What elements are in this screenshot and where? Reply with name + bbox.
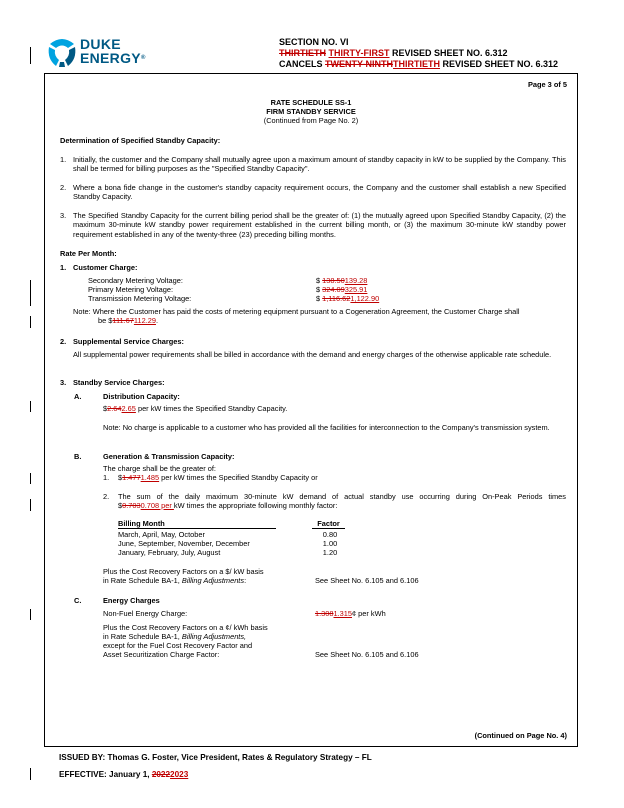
section-label: SECTION NO. VI [279,37,349,47]
revision-bar [30,401,31,412]
billing-month-row: January, February, July, August [118,548,221,557]
cancels-line: CANCELS TWENTY-NINTHTHIRTIETH REVISED SHEET NO. 6.312 [279,59,559,69]
standby-heading: Standby Service Charges: [73,378,165,387]
generation-item-num: 2. [103,492,110,501]
logo-mark-icon [46,35,78,67]
determination-item: The Specified Standby Capacity for the current billing period shall be the greater of: (1) the mutually agreed upon Specified Standby Capacity, (2) the maximum 30-minute kW standby power requirement established in the current billing month, or (3) the maximum 30-minute kW standby power requirement established in any of the twenty-three (23) preceding billing months. [73,211,566,239]
revision-bar [30,499,31,511]
rate-schedule-subtitle: FIRM STANDBY SERVICE [266,107,356,116]
revision-bar [30,768,31,780]
duke-energy-logo [46,34,156,68]
energy-cost-recovery-2: in Rate Schedule BA-1, Billing Adjustments, [103,632,247,641]
continued-on: (Continued on Page No. 4) [474,731,567,740]
logo-text-duke: DUKE [80,36,121,52]
effective-date: EFFECTIVE: January 1, 20222023 [59,770,189,779]
billing-month-row: June, September, November, December [118,539,250,548]
energy-sheet-reference: See Sheet No. 6.105 and 6.106 [315,650,419,659]
supplemental-text: All supplemental power requirements shall be billed in accordance with the demand and energy charges of the otherwise applicable rate schedule. [73,350,552,359]
cancels-new: THIRTIETH [393,59,441,69]
section-c-letter: C. [74,596,82,605]
customer-charge-heading: Customer Charge: [73,263,138,272]
standby-num: 3. [60,378,67,387]
sheet-number-line: THIRTIETH THIRTY-FIRST REVISED SHEET NO. 6.312 [279,48,508,58]
metering-label: Primary Metering Voltage: [88,285,174,294]
factor-value: 1.20 [322,548,338,557]
determination-heading: Determination of Specified Standby Capacity: [60,136,221,145]
metering-label: Secondary Metering Voltage: [88,276,183,285]
generation-intro: The charge shall be the greater of: [103,464,216,473]
revision-bar [30,280,31,306]
capacity-cost-recovery: Plus the Cost Recovery Factors on a $/ kW basis [103,567,264,576]
revision-bar [30,473,31,484]
section-a-letter: A. [74,392,82,401]
sheet-new: THIRTY-FIRST [328,48,390,58]
generation-heading: Generation & Transmission Capacity: [103,452,235,461]
determination-item-num: 1. [60,155,67,164]
supplemental-heading: Supplemental Service Charges: [73,337,184,346]
energy-cost-recovery-4: Asset Securitization Charge Factor: [103,650,220,659]
revision-bar [30,609,31,620]
distribution-heading: Distribution Capacity: [103,392,180,401]
billing-month-header: Billing Month [118,520,276,529]
metering-label: Transmission Metering Voltage: [88,294,192,303]
factor-value: 0.80 [322,530,338,539]
logo-text-energy: ENERGY® [80,50,146,66]
determination-item-num: 2. [60,183,67,192]
distribution-note: Note: No charge is applicable to a customer who has provided all the facilities for interconnection to the Company's transmission system. [103,423,550,432]
billing-month-row: March, April, May, October [118,530,205,539]
generation-item-1: $1.4771.485 per kW times the Specified Standby Capacity or [118,473,318,482]
page-number: Page 3 of 5 [527,80,567,89]
generation-item-2-cont: $0.7030.708 per kW times the appropriate following monthly factor: [118,501,338,510]
rate-heading: Rate Per Month: [60,249,117,258]
generation-item-2: The sum of the daily maximum 30-minute kW demand of actual standby use occurring during On-Peak Periods times [118,492,566,501]
rate-schedule-title: RATE SCHEDULE SS-1 [270,98,352,107]
non-fuel-label: Non-Fuel Energy Charge: [103,609,188,618]
metering-row: Primary Metering Voltage: $ 324.09325.91 [88,285,368,294]
capacity-cost-recovery-cont: in Rate Schedule BA-1, Billing Adjustments: [103,576,247,585]
supplemental-num: 2. [60,337,67,346]
capacity-sheet-reference: See Sheet No. 6.105 and 6.106 [315,576,419,585]
customer-charge-num: 1. [60,263,67,272]
continued-from: (Continued from Page No. 2) [263,116,359,125]
distribution-charge: $2.642.65 per kW times the Specified Standby Capacity. [103,404,288,413]
energy-cost-recovery: Plus the Cost Recovery Factors on a ¢/ kWh basis [103,623,268,632]
determination-item-num: 3. [60,211,67,220]
metering-row: Transmission Metering Voltage: $ 1,116.621,122.90 [88,294,380,303]
factor-header: Factor [312,520,345,529]
energy-cost-recovery-3: except for the Fuel Cost Recovery Factor and [103,641,253,650]
revision-bar [30,316,31,328]
non-fuel-value: 1.3081.315¢ per kWh [315,609,386,618]
factor-value: 1.00 [322,539,338,548]
energy-charges-heading: Energy Charges [103,596,160,605]
sheet-old: THIRTIETH [279,48,326,58]
cancels-old: TWENTY-NINTH [325,59,394,69]
generation-item-num: 1. [103,473,110,482]
metering-row: Secondary Metering Voltage: $ 138.50139.28 [88,276,368,285]
determination-item: Initially, the customer and the Company shall mutually agree upon a maximum amount of standby capacity in kW to be supplied by the Company. This shall be termed for billing purposes as the "Specified Standby Capacity". [73,155,566,174]
customer-charge-note-cont: be $111.67112.29. [98,316,159,325]
customer-charge-note: Note: Where the Customer has paid the costs of metering equipment pursuant to a Cogeneration Agreement, the Customer Charge shall [73,307,520,316]
section-b-letter: B. [74,452,82,461]
determination-item: Where a bona fide change in the customer's standby capacity requirement occurs, the Company and the customer shall establish a new Specified Standby Capacity. [73,183,566,202]
issued-by: ISSUED BY: Thomas G. Foster, Vice President, Rates & Regulatory Strategy – FL [59,753,372,762]
revision-bar [30,47,31,64]
